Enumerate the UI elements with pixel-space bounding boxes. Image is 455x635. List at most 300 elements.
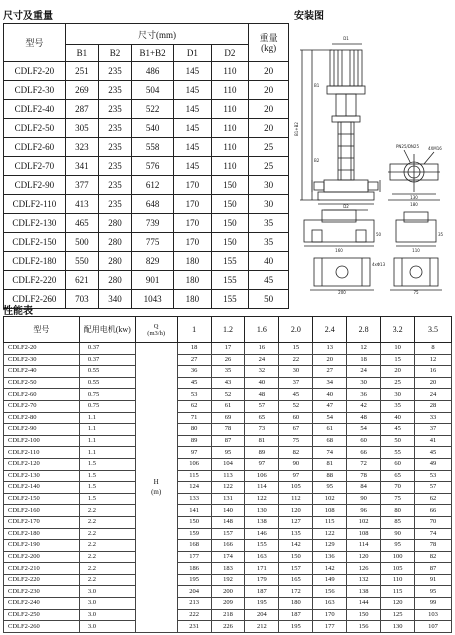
perf-cell-head: 15	[279, 343, 313, 355]
perf-cell-head: 41	[415, 435, 452, 447]
dim-cell-model: CDLF2-30	[4, 81, 66, 100]
dim-cell-d1: 170	[174, 176, 212, 195]
perf-cell-head: 72	[347, 458, 381, 470]
base-side-view	[396, 220, 436, 242]
perf-cell-head: 66	[347, 447, 381, 459]
perf-row	[4, 574, 452, 586]
perf-cell-head: 50	[381, 435, 415, 447]
perf-cell-head: 49	[415, 458, 452, 470]
perf-cell-head: 30	[279, 366, 313, 378]
perf-row	[4, 424, 452, 436]
pump-column	[338, 122, 354, 180]
perf-cell-head: 177	[177, 551, 211, 563]
dim-cell-d2: 110	[211, 100, 249, 119]
perf-cell-head: 16	[245, 343, 279, 355]
perf-cell-head: 20	[313, 354, 347, 366]
perf-cell-head: 204	[177, 586, 211, 598]
perf-cell-motor: 0.75	[79, 400, 135, 412]
perf-cell-head: 122	[211, 482, 245, 494]
dim-cell-w: 40	[249, 252, 289, 271]
perf-cell-head: 26	[211, 354, 245, 366]
dim-cell-d1: 170	[174, 214, 212, 233]
perf-cell-head: 24	[245, 354, 279, 366]
dim-cell-model: CDLF2-150	[4, 233, 66, 252]
dim-cell-d1: 145	[174, 138, 212, 157]
perf-cell-head: 12	[347, 343, 381, 355]
perf-cell-head: 18	[347, 354, 381, 366]
dim-cell-d2: 150	[211, 233, 249, 252]
h-unit: (m)	[151, 488, 162, 497]
label-b2: B2	[314, 158, 320, 163]
dim-row	[4, 81, 289, 100]
perf-model-header: 型号	[4, 317, 80, 343]
dim-cell-b2: 280	[98, 214, 131, 233]
perf-cell-head: 183	[211, 563, 245, 575]
perf-cell-motor: 0.37	[79, 354, 135, 366]
label-160: 160	[335, 248, 343, 253]
perf-cell-head: 35	[211, 366, 245, 378]
perf-cell-head: 78	[415, 540, 452, 552]
perf-cell-head: 115	[381, 586, 415, 598]
perf-cell-motor: 1.5	[79, 493, 135, 505]
perf-cell-head: 24	[415, 389, 452, 401]
perf-cell-head: 144	[347, 598, 381, 610]
perf-cell-head: 157	[279, 563, 313, 575]
perf-cell-head: 66	[415, 505, 452, 517]
dim-cell-model: CDLF2-20	[4, 62, 66, 81]
perf-cell-head: 222	[177, 609, 211, 621]
perf-cell-head: 8	[415, 343, 452, 355]
perf-cell-head: 149	[313, 574, 347, 586]
perf-cell-motor: 3.0	[79, 586, 135, 598]
perf-cell-model: CDLF2-70	[4, 400, 80, 412]
perf-cell-model: CDLF2-60	[4, 389, 80, 401]
dim-model-header: 型号	[4, 24, 66, 62]
base-front-view	[304, 220, 374, 242]
perf-cell-head: 75	[381, 493, 415, 505]
perf-cell-head: 57	[415, 482, 452, 494]
perf-cell-motor: 2.2	[79, 540, 135, 552]
perf-cell-head: 96	[347, 505, 381, 517]
perf-cell-head: 95	[313, 482, 347, 494]
dim-row	[4, 176, 289, 195]
dim-cell-d2: 150	[211, 195, 249, 214]
perf-row	[4, 528, 452, 540]
dim-cell-b1: 500	[65, 233, 98, 252]
dim-cell-d2: 110	[211, 81, 249, 100]
dim-cell-b1b2: 486	[132, 62, 174, 81]
perf-cell-model: CDLF2-110	[4, 447, 80, 459]
perf-cell-head: 187	[245, 586, 279, 598]
perf-cell-motor: 1.5	[79, 470, 135, 482]
perf-cell-head: 54	[347, 424, 381, 436]
dim-cell-b1: 465	[65, 214, 98, 233]
dim-cell-w: 30	[249, 195, 289, 214]
perf-cell-head: 10	[381, 343, 415, 355]
perf-cell-head: 24	[347, 366, 381, 378]
perf-cell-motor: 0.37	[79, 343, 135, 355]
perf-cell-head: 155	[245, 540, 279, 552]
dim-size-header: 尺寸(mm)	[65, 24, 248, 45]
base-plan-right	[394, 258, 438, 286]
dim-row	[4, 119, 289, 138]
perf-cell-head: 114	[245, 482, 279, 494]
perf-cell-head: 142	[279, 540, 313, 552]
dim-cell-b1: 341	[65, 157, 98, 176]
perf-cell-head: 52	[211, 389, 245, 401]
perf-cell-motor: 0.75	[79, 389, 135, 401]
perf-q-header	[135, 317, 177, 343]
perf-cell-model: CDLF2-210	[4, 563, 80, 575]
perf-row	[4, 621, 452, 633]
perf-cell-motor: 2.2	[79, 563, 135, 575]
dim-cell-b1b2: 739	[132, 214, 174, 233]
perf-cell-head: 105	[381, 563, 415, 575]
perf-row	[4, 493, 452, 505]
perf-cell-head: 136	[313, 551, 347, 563]
perf-cell-head: 30	[381, 389, 415, 401]
perf-cell-head: 27	[177, 354, 211, 366]
dim-cell-b1b2: 901	[132, 271, 174, 290]
dim-cell-b2: 235	[98, 176, 131, 195]
perf-cell-head: 148	[211, 516, 245, 528]
dim-cell-b1b2: 522	[132, 100, 174, 119]
perf-cell-motor: 1.5	[79, 482, 135, 494]
perf-cell-head: 209	[211, 598, 245, 610]
dim-row	[4, 233, 289, 252]
perf-row	[4, 540, 452, 552]
dim-row	[4, 157, 289, 176]
install-title: 安装图	[294, 11, 324, 22]
dim-cell-b1b2: 1043	[132, 290, 174, 309]
dim-row	[4, 100, 289, 119]
perf-row	[4, 563, 452, 575]
perf-cell-head: 187	[279, 609, 313, 621]
perf-motor-header: 配用电机(kw)	[79, 317, 135, 343]
label-d1: D1	[343, 36, 349, 41]
perf-cell-head: 168	[177, 540, 211, 552]
performance-title: 性能表	[3, 306, 33, 317]
perf-row	[4, 435, 452, 447]
perf-cell-motor: 1.5	[79, 458, 135, 470]
perf-cell-head: 112	[279, 493, 313, 505]
perf-cell-head: 150	[347, 609, 381, 621]
perf-cell-head: 62	[177, 400, 211, 412]
perf-cell-head: 132	[347, 574, 381, 586]
dim-weight-header: 重量 (kg)	[249, 24, 289, 62]
perf-cell-head: 150	[177, 516, 211, 528]
perf-cell-head: 212	[245, 621, 279, 633]
perf-cell-motor: 1.1	[79, 435, 135, 447]
perf-flow-header: 2.0	[279, 317, 313, 343]
dim-cell-d1: 145	[174, 157, 212, 176]
dim-cell-b2: 280	[98, 271, 131, 290]
perf-cell-head: 32	[245, 366, 279, 378]
dim-cell-b2: 235	[98, 138, 131, 157]
dim-col-header: B2	[98, 45, 131, 62]
label-35: 35	[438, 232, 444, 237]
h-label: H	[153, 478, 159, 487]
perf-cell-head: 20	[415, 377, 452, 389]
perf-cell-head: 61	[313, 424, 347, 436]
perf-cell-head: 95	[381, 540, 415, 552]
perf-cell-head: 80	[177, 424, 211, 436]
perf-row	[4, 470, 452, 482]
perf-cell-head: 88	[313, 470, 347, 482]
label-d2: D2	[343, 204, 349, 209]
dim-cell-w: 25	[249, 157, 289, 176]
perf-cell-head: 95	[211, 447, 245, 459]
dim-cell-model: CDLF2-110	[4, 195, 66, 214]
dimensions-table	[3, 23, 289, 309]
perf-cell-head: 60	[279, 412, 313, 424]
perf-cell-head: 52	[279, 400, 313, 412]
perf-cell-head: 133	[177, 493, 211, 505]
perf-cell-model: CDLF2-140	[4, 482, 80, 494]
dim-cell-b1b2: 540	[132, 119, 174, 138]
dim-cell-b1: 287	[65, 100, 98, 119]
pump-base	[324, 180, 368, 192]
dim-cell-b1: 269	[65, 81, 98, 100]
perf-cell-head: 90	[381, 528, 415, 540]
perf-cell-head: 60	[381, 458, 415, 470]
dim-cell-b1b2: 612	[132, 176, 174, 195]
dimensions-title: 尺寸及重量	[3, 11, 53, 22]
dim-cell-w: 45	[249, 271, 289, 290]
perf-cell-head: 34	[313, 377, 347, 389]
perf-cell-head: 102	[347, 516, 381, 528]
perf-cell-head: 157	[211, 528, 245, 540]
perf-cell-motor: 3.0	[79, 609, 135, 621]
perf-cell-head: 130	[381, 621, 415, 633]
perf-flow-header: 1	[177, 317, 211, 343]
dim-cell-b1: 621	[65, 271, 98, 290]
dim-row	[4, 195, 289, 214]
perf-cell-head: 179	[245, 574, 279, 586]
dim-cell-d1: 180	[174, 290, 212, 309]
perf-cell-motor: 3.0	[79, 621, 135, 633]
perf-cell-head: 15	[381, 354, 415, 366]
dim-cell-b2: 235	[98, 62, 131, 81]
dim-cell-d2: 110	[211, 157, 249, 176]
dim-cell-b1b2: 829	[132, 252, 174, 271]
perf-cell-head: 20	[381, 366, 415, 378]
perf-cell-head: 97	[177, 447, 211, 459]
dim-cell-b1: 550	[65, 252, 98, 271]
perf-cell-motor: 0.55	[79, 366, 135, 378]
dim-cell-b2: 340	[98, 290, 131, 309]
perf-cell-head: 170	[313, 609, 347, 621]
perf-cell-head: 146	[245, 528, 279, 540]
dim-cell-b1: 323	[65, 138, 98, 157]
perf-row	[4, 377, 452, 389]
perf-cell-head: 43	[211, 377, 245, 389]
perf-cell-head: 22	[279, 354, 313, 366]
perf-cell-model: CDLF2-240	[4, 598, 80, 610]
perf-cell-head: 218	[211, 609, 245, 621]
perf-cell-head: 33	[415, 412, 452, 424]
perf-cell-head: 78	[211, 424, 245, 436]
perf-flow-header: 1.6	[245, 317, 279, 343]
dim-col-header: B1	[65, 45, 98, 62]
dim-row	[4, 138, 289, 157]
label-200: 200	[338, 290, 346, 295]
perf-cell-head: 195	[177, 574, 211, 586]
dim-cell-w: 20	[249, 81, 289, 100]
perf-cell-head: 120	[279, 505, 313, 517]
perf-cell-head: 89	[177, 435, 211, 447]
dim-cell-d2: 110	[211, 62, 249, 81]
perf-cell-head: 107	[415, 621, 452, 633]
perf-cell-head: 13	[313, 343, 347, 355]
perf-cell-head: 195	[279, 621, 313, 633]
perf-cell-head: 171	[245, 563, 279, 575]
dim-cell-model: CDLF2-40	[4, 100, 66, 119]
perf-cell-head: 81	[313, 458, 347, 470]
perf-cell-head: 69	[211, 412, 245, 424]
perf-cell-head: 74	[313, 447, 347, 459]
perf-cell-head: 78	[347, 470, 381, 482]
dim-cell-model: CDLF2-60	[4, 138, 66, 157]
dim-cell-model: CDLF2-70	[4, 157, 66, 176]
perf-row	[4, 366, 452, 378]
perf-cell-head: 140	[211, 505, 245, 517]
perf-cell-model: CDLF2-80	[4, 412, 80, 424]
dim-cell-d1: 145	[174, 62, 212, 81]
perf-cell-model: CDLF2-250	[4, 609, 80, 621]
dim-cell-d1: 180	[174, 252, 212, 271]
dim-cell-w: 30	[249, 176, 289, 195]
perf-cell-head: 195	[245, 598, 279, 610]
q-unit: (m3/h)	[147, 329, 165, 337]
label-75: 75	[413, 290, 419, 295]
perf-cell-head: 200	[211, 586, 245, 598]
dim-row	[4, 62, 289, 81]
perf-cell-head: 186	[177, 563, 211, 575]
dim-cell-b2: 235	[98, 195, 131, 214]
perf-cell-model: CDLF2-40	[4, 366, 80, 378]
perf-cell-head: 65	[245, 412, 279, 424]
perf-cell-head: 106	[177, 458, 211, 470]
perf-cell-head: 105	[279, 482, 313, 494]
label-bolt: 4XM16	[428, 146, 442, 151]
q-label: Q	[153, 322, 159, 330]
perf-cell-head: 97	[279, 470, 313, 482]
perf-row	[4, 551, 452, 563]
dim-cell-d1: 170	[174, 195, 212, 214]
perf-cell-head: 231	[177, 621, 211, 633]
perf-cell-head: 62	[415, 493, 452, 505]
perf-cell-head: 113	[211, 470, 245, 482]
dim-row	[4, 252, 289, 271]
label-hole: 4xΦ13	[372, 262, 386, 267]
perf-cell-head: 70	[415, 516, 452, 528]
dim-cell-b1: 703	[65, 290, 98, 309]
perf-cell-motor: 2.2	[79, 505, 135, 517]
perf-cell-head: 95	[415, 586, 452, 598]
perf-row	[4, 389, 452, 401]
dim-cell-b1b2: 648	[132, 195, 174, 214]
label-130: 130	[410, 195, 418, 200]
perf-cell-head: 104	[211, 458, 245, 470]
perf-cell-head: 84	[347, 482, 381, 494]
dim-cell-d2: 155	[211, 252, 249, 271]
dim-cell-b1b2: 504	[132, 81, 174, 100]
dim-cell-model: CDLF2-50	[4, 119, 66, 138]
perf-cell-head: 85	[381, 516, 415, 528]
perf-cell-head: 87	[415, 563, 452, 575]
perf-cell-head: 159	[177, 528, 211, 540]
perf-row	[4, 609, 452, 621]
perf-cell-head: 142	[313, 563, 347, 575]
perf-row	[4, 598, 452, 610]
label-110: 110	[412, 248, 420, 253]
dim-cell-d1: 145	[174, 100, 212, 119]
installation-drawing	[292, 22, 450, 295]
perf-cell-head: 68	[313, 435, 347, 447]
perf-cell-head: 172	[279, 586, 313, 598]
perf-cell-model: CDLF2-150	[4, 493, 80, 505]
perf-cell-head: 61	[211, 400, 245, 412]
perf-cell-head: 125	[381, 609, 415, 621]
perf-cell-head: 130	[245, 505, 279, 517]
perf-cell-head: 40	[313, 389, 347, 401]
perf-cell-head: 163	[245, 551, 279, 563]
perf-cell-head: 126	[347, 563, 381, 575]
dim-cell-b1b2: 775	[132, 233, 174, 252]
perf-cell-head: 180	[279, 598, 313, 610]
dim-cell-d2: 110	[211, 119, 249, 138]
perf-cell-model: CDLF2-180	[4, 528, 80, 540]
dim-cell-w: 50	[249, 290, 289, 309]
dim-cell-b1: 377	[65, 176, 98, 195]
dim-cell-d2: 110	[211, 138, 249, 157]
perf-flow-header: 3.5	[415, 317, 452, 343]
perf-cell-head: 57	[245, 400, 279, 412]
dim-cell-d1: 170	[174, 233, 212, 252]
perf-cell-head: 45	[177, 377, 211, 389]
dim-cell-w: 35	[249, 214, 289, 233]
perf-cell-motor: 1.1	[79, 424, 135, 436]
perf-flow-header: 2.8	[347, 317, 381, 343]
perf-cell-head: 27	[313, 366, 347, 378]
perf-cell-head: 47	[313, 400, 347, 412]
perf-cell-head: 156	[313, 586, 347, 598]
perf-cell-head: 131	[211, 493, 245, 505]
dim-cell-b2: 235	[98, 81, 131, 100]
dim-row	[4, 290, 289, 309]
perf-cell-head: 53	[415, 470, 452, 482]
perf-cell-head: 177	[313, 621, 347, 633]
perf-cell-head: 90	[279, 458, 313, 470]
perf-cell-motor: 2.2	[79, 528, 135, 540]
perf-cell-head: 70	[381, 482, 415, 494]
perf-cell-head: 81	[245, 435, 279, 447]
perf-cell-head: 166	[211, 540, 245, 552]
perf-cell-head: 120	[347, 551, 381, 563]
dim-cell-b2: 280	[98, 233, 131, 252]
perf-cell-head: 71	[177, 412, 211, 424]
perf-cell-head: 114	[347, 540, 381, 552]
perf-flow-header: 2.4	[313, 317, 347, 343]
perf-cell-model: CDLF2-260	[4, 621, 80, 633]
perf-cell-head: 40	[245, 377, 279, 389]
perf-cell-head: 18	[177, 343, 211, 355]
perf-cell-head: 138	[347, 586, 381, 598]
perf-cell-head: 54	[313, 412, 347, 424]
dim-cell-b1: 413	[65, 195, 98, 214]
label-180: 180	[410, 202, 418, 207]
